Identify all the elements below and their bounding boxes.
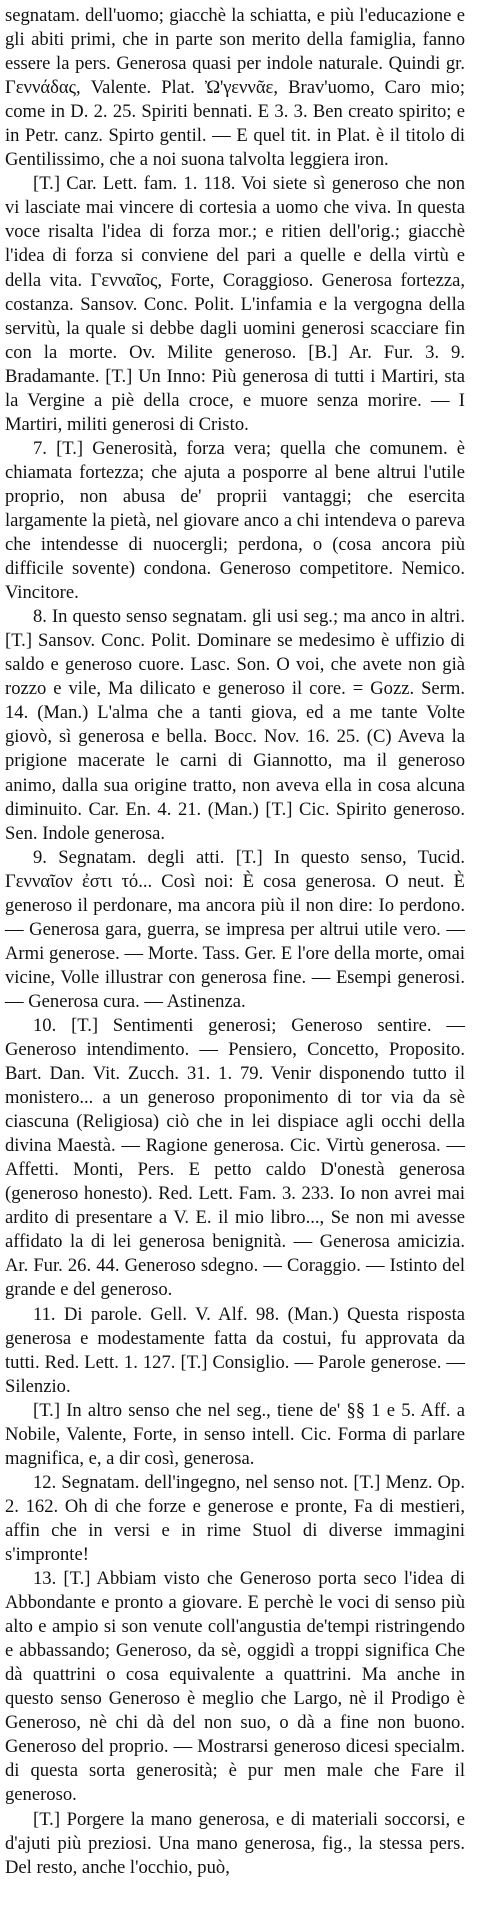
paragraph-car-lett: [T.] Car. Lett. fam. 1. 118. Voi siete sì generoso che non vi lasciate mai vincere di cortesia a uomo che viva. In questa voce risalta l'idea di forza mor.; e ritien dell'orig.; giacchè l'idea di forza si conviene del pari a quelle e della virtù e della vita. Γενναῖος, Forte, Coraggioso. Generosa fortezza, costanza. Sansov. Conc. Polit. L'infamia e la vergogna della servitù, la quale si debbe dagli uomini generosi scacciare fin con la morte. Ov. Milite generoso. [B.] Ar. Fur. 3. 9. Bradamante. [T.] Un Inno: Più generosa di tutti i Martiri, sta la Vergine a piè della croce, e muore senza morire. — I Martiri, militi generosi di Cristo. [5,173,465,435]
paragraph-sense-13: 13. [T.] Abbiam visto che Generoso porta seco l'idea di Abbondante e pronto a giovare. E perchè le voci di senso più alto e ampio si son venute coll'angustia de'tempi ristringendo e abbassando; Generoso, da sè, oggidì a troppi significa Che dà quattrini o cosa equivalente a quattrini. Ma anche in questo senso Generoso è meglio che Largo, nè il Prodigo è Generoso, nè chi dà del non suo, o dà a fine non buono. Generoso del proprio. — Mostrarsi generoso dicesi specialm. di questa sorta generosità; è pur men male che Fare il generoso. [5,1568,465,1806]
paragraph-sense-11-alt: [T.] In altro senso che nel seg., tiene de' §§ 1 e 5. Aff. a Nobile, Valente, Forte, in senso intell. Cic. Forma di parlare magnifica, e, a dir così, generosa. [5,1399,465,1469]
paragraph-sense-10: 10. [T.] Sentimenti generosi; Generoso sentire. — Generoso intendimento. — Pensiero, Concetto, Proposito. Bart. Dan. Vit. Zucch. 31. 1. 79. Venir disponendo tutto il monistero... a un generoso proponimento di tor via da sè ciascuna (Religiosa) ciò che in lei dispiace agli occhi della divina Maestà. — Ragione generosa. Cic. Virtù generosa. — Affetti. Monti, Pers. E petto caldo D'onestà generosa (generoso honesto). Red. Lett. Fam. 3. 233. Io non avrei mai ardito di presentare a V. E. il mio libro..., Se non mi avesse affidato la di lei generosa benignità. — Generosa amicizia. Ar. Fur. 26. 44. Generoso sdegno. — Coraggio. — Istinto del grande e del generoso. [5,1014,465,1301]
paragraph-intro: segnatam. dell'uomo; giacchè la schiatta, e più l'educazione e gli abiti primi, che in parte son merito della famiglia, fanno essere la pers. Generosa quasi per indole naturale. Quindi gr. Γεννάδας, Valente. Plat. Ὠ'γεννᾶε, Brav'uomo, Caro mio; come in D. 2. 25. Spiriti bennati. E 3. 3. Ben creato spirito; e in Petr. canz. Spirto gentil. — E quel tit. in Plat. è il titolo di Gentilissimo, che a noi suona talvolta leggiera iron. [5,5,465,171]
paragraph-sense-11: 11. Di parole. Gell. V. Alf. 98. (Man.) Questa risposta generosa e modestamente fatta da costui, fu approvata da tutti. Red. Lett. 1. 127. [T.] Consiglio. — Parole generose. — Silenzio. [5,1303,465,1397]
paragraph-sense-8: 8. In questo senso segnatam. gli usi seg.; ma anco in altri. [T.] Sansov. Conc. Polit. Dominare se medesimo è uffizio di saldo e generoso cuore. Lasc. Son. O voi, che avete non già rozzo e vile, Ma dilicato e generoso il core. = Gozz. Serm. 14. (Man.) L'alma che a tanti giova, ed a me tante Volte giovò, sì generosa e bella. Bocc. Nov. 16. 25. (C) Aveva la prigione macerate le carni di Giannotto, ma il generoso animo, dalla sua origine tratto, non aveva ella in cosa alcuna diminuito. Car. En. 4. 21. (Man.) [T.] Cic. Spirito generoso. Sen. Indole generosa. [5,606,465,844]
paragraph-sense-12: 12. Segnatam. dell'ingegno, nel senso not. [T.] Menz. Op. 2. 162. Oh di che forze e generose e pronte, Fa di mestieri, affin che in versi e in rime Stuol di diverse immagini s'impronte! [5,1471,465,1565]
paragraph-porgere: [T.] Porgere la mano generosa, e di materiali soccorsi, e d'ajuti più preziosi. Una mano generosa, fig., la stessa pers. Del resto, anche l'occhio, può, [5,1808,465,1878]
paragraph-sense-7: 7. [T.] Generosità, forza vera; quella che comunem. è chiamata fortezza; che ajuta a posporre al bene altrui l'utile proprio, non abusa de' proprii vantaggi; che esercita largamente la pietà, nel giovare anco a chi intendeva o pareva che intendesse di nuocergli; perdona, o (cosa ancora più difficile sovente) condona. Generoso competitore. Nemico. Vincitore. [5,437,465,604]
paragraph-sense-9: 9. Segnatam. degli atti. [T.] In questo senso, Tucid. Γενναῖον ἐστι τό... Così noi: È cosa generosa. O neut. È generoso il perdonare, ma ancora più il non dire: Io perdono. — Generosa gara, guerra, se impresa per altrui utile vero. — Armi generose. — Morte. Tass. Ger. E l'ore della morte, omai vicine, Volle illustrar con generosa fine. — Esempi generosi. — Generosa cura. — Astinenza. [5,846,465,1012]
